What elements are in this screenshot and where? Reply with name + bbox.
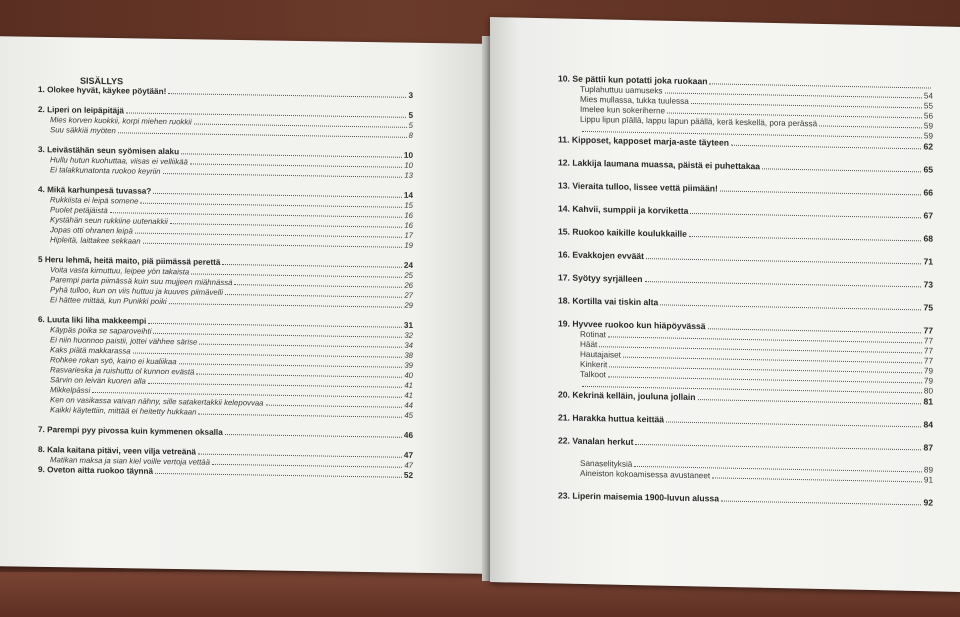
toc-entry-title: Lippu lipun pīällä, lappu lapun päällä, kerä keskellä, pora perässä <box>580 114 818 129</box>
toc-page-number: 59 <box>923 121 933 131</box>
toc-page-number: 16 <box>404 220 413 230</box>
toc-entry-title: 9. Oveton aitta ruokoo täynnä <box>38 465 154 476</box>
toc-page-number: 77 <box>923 356 933 366</box>
toc-page-number: 67 <box>923 210 933 221</box>
toc-page-number: 34 <box>404 340 413 350</box>
toc-page-number: 29 <box>404 300 413 310</box>
toc-entry-title: 5 Heru lehmä, heitä maito, piä piimässä perettä <box>38 255 221 267</box>
toc-page-number: 41 <box>404 390 413 400</box>
toc-entry-title: Hipleitä, laittakee sekkaan <box>50 235 141 246</box>
toc-page-number: 77 <box>923 346 933 356</box>
toc-page-number: 45 <box>404 410 413 420</box>
toc-page-number: 65 <box>923 164 933 175</box>
dot-leader <box>222 264 401 268</box>
toc-entry-title: 3. Leivästähän seun syömisen alaku <box>38 145 180 157</box>
toc-page-number: 84 <box>923 419 933 430</box>
toc-entry-title: 17. Syötyy syrjälleen <box>558 272 643 285</box>
toc-entry-title: 18. Kortilla vai tiskin alta <box>558 295 659 308</box>
toc-page-number: 40 <box>404 370 413 380</box>
dot-leader <box>266 405 403 408</box>
toc-entry-title: Rohkee rokan syö, kaino ei kualiikaa <box>50 355 177 367</box>
toc-entry-title: Matikan maksa ja sian kiel voille vertoja vettää <box>50 455 210 467</box>
toc-entry-title: 7. Parempi pyy pivossa kuin kymmenen oksalla <box>38 425 223 437</box>
toc-entry-title: 16. Evakkojen evväät <box>558 249 644 262</box>
toc-entry-title: Aineiston kokoamisessa avustaneet <box>580 468 711 481</box>
toc-page-number: 19 <box>404 240 413 250</box>
toc-entry-title: 2. Liperi on leipäpitäjä <box>38 105 124 116</box>
toc-page-number: 81 <box>923 396 933 407</box>
toc-page-number: 79 <box>923 366 933 376</box>
toc-page-number: 15 <box>404 200 413 210</box>
toc-entry-title: Suu säkkiä myöten <box>50 125 116 136</box>
toc-entry-title: 8. Kala kaitana pitävi, veen vilja vetreänä <box>38 445 196 457</box>
dot-leader <box>234 284 402 288</box>
toc-page-number: 5 <box>408 120 413 130</box>
toc-entry-title: Kystähän seun rukkiine uutenakkii <box>50 215 168 227</box>
toc-page-number: 46 <box>403 430 413 440</box>
toc-entry-title: Parempi parta piimässä kuin suu mujjeen miähnässä <box>50 275 233 288</box>
dot-leader <box>762 168 921 172</box>
toc-entry-title: 15. Ruokoo kaikille koulukkaille <box>558 226 687 239</box>
toc-page-number: 47 <box>403 450 413 460</box>
toc-entry-title: Rukkiista ei leipä somene <box>50 195 139 206</box>
toc-page-number: 31 <box>403 320 413 330</box>
toc-entry-title: Häät <box>580 339 598 350</box>
toc-entry-title: 13. Vieraita tulloo, lissee vettä piimään! <box>558 180 718 194</box>
toc-page-number: 79 <box>923 376 933 386</box>
toc-entry-title: Kaks piätä makkarassa <box>50 345 131 356</box>
dot-leader <box>819 125 922 128</box>
toc-page-number: 55 <box>923 101 933 111</box>
toc-entry-title: 14. Kahvii, sumppii ja korviketta <box>558 203 689 216</box>
toc-entry-title: Hullu hutun kuohuttaa, viisas ei velliikää <box>50 155 188 167</box>
toc-page-number: 66 <box>923 187 933 198</box>
dot-leader <box>225 434 402 438</box>
toc-page-number: 87 <box>923 442 933 453</box>
right-table-of-contents <box>558 73 933 508</box>
toc-entry-title: 23. Liperin maisemia 1900-luvun alussa <box>558 490 719 504</box>
toc-entry-title: Talkoot <box>580 369 606 380</box>
toc-entry-title: 6. Luuta liki liha makkeempi <box>38 315 147 326</box>
toc-entry-title: Ei hättee mittää, kun Punikki poiki <box>50 295 167 307</box>
toc-entry-title: Sanaselityksiä <box>580 458 633 469</box>
toc-page-number: 38 <box>404 350 413 360</box>
toc-page-number: 16 <box>404 210 413 220</box>
contents-heading: SISÄLLYS <box>80 75 124 87</box>
toc-page-number: 52 <box>403 470 413 480</box>
toc-page-number: 59 <box>923 131 933 141</box>
toc-page-number: 92 <box>923 497 933 508</box>
dot-leader <box>212 464 402 468</box>
toc-page-number: 54 <box>923 91 933 101</box>
toc-page-number: 89 <box>923 465 933 475</box>
toc-page-number: 39 <box>404 360 413 370</box>
toc-entry-title: 4. Mikä karhunpesä tuvassa? <box>38 185 152 196</box>
toc-page-number: 17 <box>404 230 413 240</box>
toc-entry-title: 20. Kekrinä kelläin, jouluna jollain <box>558 389 696 403</box>
toc-entry-title: Imelee kun sokeriherne <box>580 104 666 116</box>
toc-page-number: 68 <box>923 233 933 244</box>
toc-page-number: 25 <box>404 270 413 280</box>
dot-leader <box>155 473 402 478</box>
toc-entry-title: Ken on vasikassa vaivan nähny, sille satakertakkii kelepovvaa <box>50 395 264 408</box>
toc-page-number: 10 <box>404 160 413 170</box>
toc-entry-title: Rotinat <box>580 329 606 340</box>
toc-entry-title: Rasvarieska ja ruishuttu ol kunnon evästä <box>50 365 195 377</box>
toc-entry-title: Käypäs poika se saparoveihti <box>50 325 152 336</box>
toc-page-number: 73 <box>923 279 933 290</box>
toc-page-number: 14 <box>403 190 413 200</box>
toc-entry-title: Tuplahuttuu uamuseks <box>580 84 663 96</box>
toc-entry-title: 10. Se pättii kun potatti joka ruokaan <box>558 73 708 87</box>
toc-entry-title: 21. Harakka huttua keittää <box>558 412 665 425</box>
toc-entry-title: Mikkelpässi <box>50 385 91 395</box>
toc-page-number: 80 <box>923 386 933 396</box>
toc-page-number: 10 <box>403 150 413 160</box>
toc-entry-title: Pyhä tulloo, kun on viis huttuu ja kuuves piimävelli <box>50 285 223 297</box>
toc-page-number: 5 <box>408 110 413 120</box>
toc-entry-title: Mies korven kuokkii, korpi miehen ruokkii <box>50 115 192 127</box>
toc-entry-title: Särvin on leivän kuoren alla <box>50 375 146 386</box>
toc-page-number: 62 <box>923 141 933 152</box>
toc-page-number: 8 <box>408 130 413 140</box>
toc-entry-title: Jopas otti ohranen leipä <box>50 225 133 236</box>
dot-leader <box>225 294 402 298</box>
toc-page-number: 77 <box>923 336 933 346</box>
toc-page-number: 56 <box>923 111 933 121</box>
toc-entry-title: Ei niin huonnoo paistii, jottei vähhee särise <box>50 335 198 347</box>
toc-page-number: 41 <box>404 380 413 390</box>
toc-page-number: 13 <box>404 170 413 180</box>
toc-entry-title: 22. Vanalan herkut <box>558 435 634 447</box>
toc-page-number: 3 <box>408 90 413 100</box>
toc-entry-title: Mies mullassa, tukka tuulessa <box>580 94 689 106</box>
toc-entry-title: Hautajaiset <box>580 349 621 360</box>
toc-entry-title: Ei talakkunatonta ruokoo keyriin <box>50 165 161 176</box>
toc-entry-title: Kaikki käytettiin, mittää ei heitetty hukkaan <box>50 405 197 417</box>
dot-leader <box>721 501 921 506</box>
toc-page-number: 91 <box>923 475 933 485</box>
toc-page-number: 47 <box>404 460 413 470</box>
left-table-of-contents <box>38 75 413 481</box>
toc-entry-title: 11. Kipposet, kapposet marja-aste täyteen <box>558 134 729 148</box>
toc-entry-title: Kinkerit <box>580 359 608 370</box>
toc-entry-title: 19. Hyvvee ruokoo kun hiäpöyvässä <box>558 318 706 332</box>
toc-page-number: 32 <box>404 330 413 340</box>
toc-page-number: 77 <box>923 325 933 336</box>
toc-page-number: 27 <box>404 290 413 300</box>
toc-entry-title: 1. Olokee hyvät, käykee pöytään! <box>38 85 167 97</box>
toc-page-number: 71 <box>923 256 933 267</box>
toc-page-number: 75 <box>923 302 933 313</box>
toc-page-number: 24 <box>403 260 413 270</box>
toc-entry-title: Voita vasta kirnuttuu, leipee yön takaista <box>50 265 190 277</box>
toc-page-number: 44 <box>404 400 413 410</box>
toc-entry-title: Puolet petäjäistä <box>50 205 108 216</box>
toc-entry-title: 12. Lakkija laumana muassa, päistä ei puhettakaa <box>558 157 761 172</box>
toc-page-number: 26 <box>404 280 413 290</box>
